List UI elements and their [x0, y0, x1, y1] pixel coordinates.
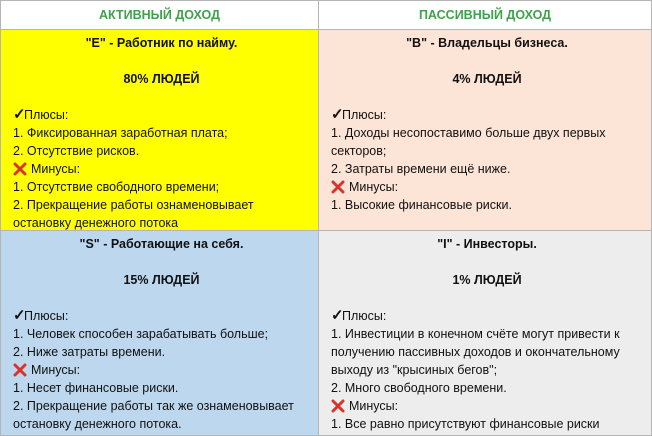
- quadrant-e: [0, 29, 319, 231]
- pros-label-text: Плюсы:: [24, 108, 69, 122]
- red-cross-icon: [13, 162, 27, 176]
- cons-label-text: Минусы:: [31, 363, 81, 377]
- quadrant-s-con-1: 1. Несет финансовые риски.: [13, 381, 179, 395]
- quadrant-i-pros-label: [331, 307, 643, 325]
- quadrant-s-pro-2: 2. Ниже затраты времени.: [13, 345, 166, 359]
- header-active-income: [0, 0, 319, 30]
- quadrant-b-pros-label: [331, 106, 643, 124]
- cons-label-text: Минусы:: [349, 399, 399, 413]
- cons-label-text: Минусы:: [349, 180, 399, 194]
- quadrant-i-pro-1: 1. Инвестиции в конечном счёте могут привести к получению пассивных доходов и окончательному выходу из "крысиных бегов";: [331, 327, 620, 377]
- quadrant-s-percent: 15% ЛЮДЕЙ: [123, 273, 200, 287]
- quadrant-e-con-1: 1. Отсутствие свободного времени;: [13, 180, 220, 194]
- check-mark-icon: ✓: [13, 307, 26, 324]
- quadrant-i-title: "I" - Инвесторы.: [437, 237, 537, 251]
- quadrant-i-cons-label: [331, 397, 643, 415]
- quadrant-e-cons-label: [13, 160, 310, 178]
- quadrant-s-con-2: 2. Прекращение работы так же ознаменовывает остановку денежного потока.: [13, 399, 294, 431]
- quadrant-b-pro-1: 1. Доходы несопоставимо больше двух первых секторов;: [331, 126, 606, 158]
- quadrant-b-percent: 4% ЛЮДЕЙ: [452, 72, 522, 86]
- quadrant-e-con-2: 2. Прекращение работы ознаменовывает остановку денежного потока: [13, 198, 254, 230]
- quadrant-s-pro-1: 1. Человек способен зарабатывать больше;: [13, 327, 269, 341]
- quadrant-e-pros-label: [13, 106, 310, 124]
- quadrant-s-pros-label: [13, 307, 310, 325]
- red-cross-icon: [331, 399, 345, 413]
- quadrant-b-con-1: 1. Высокие финансовые риски.: [331, 198, 512, 212]
- red-cross-icon: [13, 363, 27, 377]
- quadrant-b: [318, 29, 652, 231]
- red-cross-icon: [331, 180, 345, 194]
- check-mark-icon: ✓: [331, 106, 344, 123]
- quadrant-e-pro-2: 2. Отсутствие рисков.: [13, 144, 140, 158]
- header-passive-income-label: ПАССИВНЫЙ ДОХОД: [418, 8, 552, 22]
- quadrant-i: [318, 230, 652, 436]
- quadrant-s-cons-label: [13, 361, 310, 379]
- quadrant-b-cons-label: [331, 178, 643, 196]
- check-mark-icon: ✓: [331, 307, 344, 324]
- header-passive-income: [318, 0, 652, 30]
- quadrant-e-title: "E" - Работник по найму.: [85, 36, 238, 50]
- quadrant-i-percent: 1% ЛЮДЕЙ: [452, 273, 522, 287]
- cons-label-text: Минусы:: [31, 162, 81, 176]
- quadrant-i-pro-2: 2. Много свободного времени.: [331, 381, 507, 395]
- pros-label-text: Плюсы:: [342, 309, 387, 323]
- quadrant-e-pro-1: 1. Фиксированная заработная плата;: [13, 126, 228, 140]
- quadrant-b-title: "B" - Владельцы бизнеса.: [406, 36, 568, 50]
- pros-label-text: Плюсы:: [342, 108, 387, 122]
- quadrant-s: [0, 230, 319, 436]
- quadrant-b-pro-2: 2. Затраты времени ещё ниже.: [331, 162, 511, 176]
- quadrant-e-percent: 80% ЛЮДЕЙ: [123, 72, 200, 86]
- quadrant-s-title: "S" - Работающие на себя.: [79, 237, 244, 251]
- pros-label-text: Плюсы:: [24, 309, 69, 323]
- quadrant-i-con-1: 1. Все равно присутствуют финансовые риски: [331, 417, 600, 431]
- check-mark-icon: ✓: [13, 106, 26, 123]
- header-active-income-label: АКТИВНЫЙ ДОХОД: [99, 8, 220, 22]
